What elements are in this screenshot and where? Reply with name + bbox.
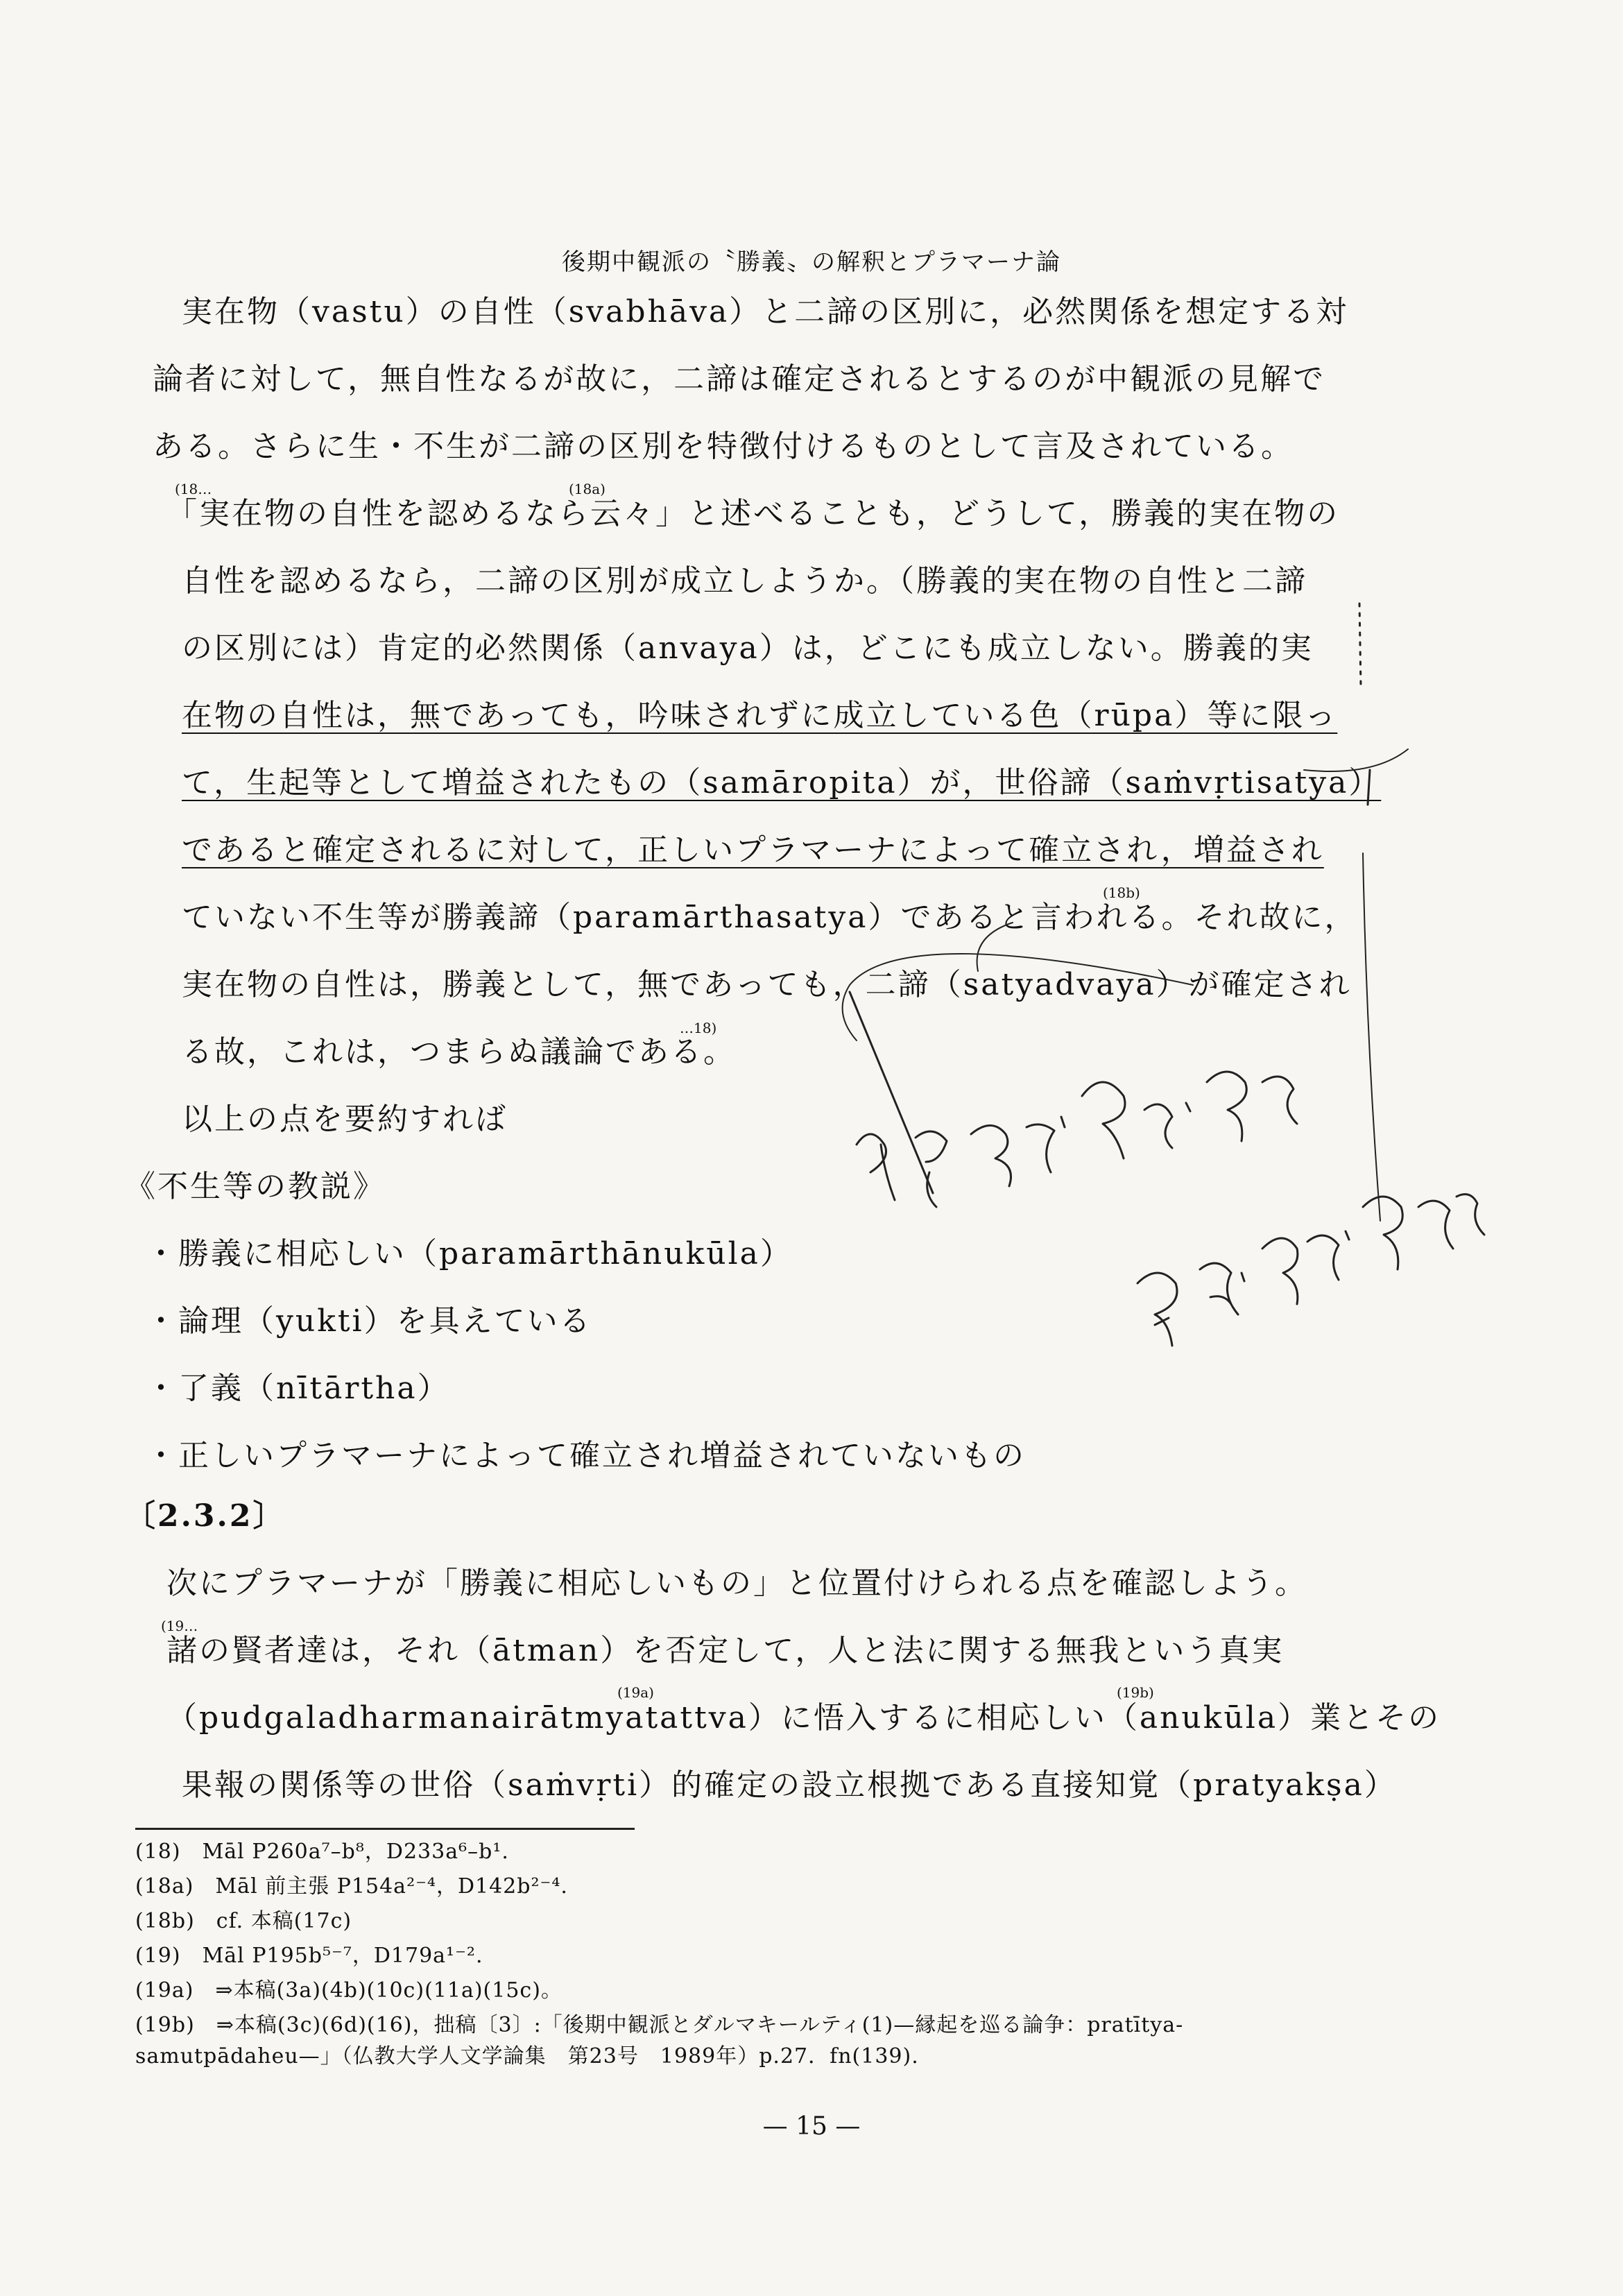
body-line-20: 次にプラマーナが「勝義に相応しいもの」と位置付けられる点を確認しよう。 [166, 1566, 1307, 1601]
body-line-5: 自性を認めるなら，二諦の区別が成立しようか。（勝義的実在物の自性と二諦 [182, 563, 1307, 599]
summary-item-3: ・了義（nītārtha） [146, 1371, 450, 1406]
ref-marker-18-end: …18) [680, 1020, 717, 1036]
body-line-8: て，生起等として増益されたもの（samāropita）が，世俗諦（saṁvṛtisatya） [182, 765, 1382, 800]
body-line-2: 論者に対して，無自性なるが故に，二諦は確定されるとするのが中観派の見解で [153, 361, 1326, 397]
ref-marker-19a: (19a) [617, 1684, 654, 1701]
summary-item-1: ・勝義に相応しい（paramārthānukūla） [146, 1236, 793, 1271]
body-line-9: であると確定されるに対して，正しいプラマーナによって確立され，増益され [182, 832, 1324, 868]
ref-marker-19b: (19b) [1117, 1684, 1154, 1701]
footnote-18a: (18a) Māl 前主張 P154a²⁻⁴，D142b²⁻⁴. [135, 1874, 568, 1899]
body-line-10: ていない不生等が勝義諦（paramārthasatya）であると言われる。それ故に， [182, 900, 1357, 935]
body-line-7: 在物の自性は，無であっても，吟味されずに成立している色（rūpa）等に限っ [182, 698, 1338, 733]
summary-heading: 《不生等の教説》 [125, 1169, 386, 1204]
ref-marker-19-start: (19… [161, 1618, 198, 1634]
footnote-19a: (19a) ⇒本稿(3a)(4b)(10c)(11a)(15c)。 [135, 1978, 563, 2003]
ref-marker-18a: (18a) [569, 481, 606, 497]
running-header: 後期中観派の〝勝義〟の解釈とプラマーナ論 [562, 248, 1061, 276]
body-line-11: 実在物の自性は，勝義として，無であっても，二諦（satyadvaya）が確定され [182, 967, 1352, 1002]
body-line-13: 以上の点を要約すれば [182, 1102, 508, 1137]
footnote-19b: (19b) ⇒本稿(3c)(6d)(16)，拙稿〔3〕:「後期中観派とダルマキールティ(1)—縁起を巡る論争：pratītya- [135, 2013, 1184, 2037]
body-line-1: 実在物（vastu）の自性（svabhāva）と二諦の区別に，必然関係を想定する対 [182, 294, 1349, 329]
body-line-3: ある。さらに生・不生が二諦の区別を特徴付けるものとして言及されている。 [153, 429, 1294, 464]
footnote-rule [135, 1828, 635, 1830]
footnote-18: (18) Māl P260a⁷–b⁸，D233a⁶–b¹. [135, 1840, 509, 1864]
body-line-23: 果報の関係等の世俗（saṁvṛti）的確定の設立根拠である直接知覚（pratyakṣa） [182, 1767, 1397, 1803]
ref-marker-18b: (18b) [1103, 884, 1140, 901]
summary-item-2: ・論理（yukti）を具えている [146, 1303, 592, 1339]
body-line-21: 諸の賢者達は，それ（ātman）を否定して，人と法に関する無我という真実 [166, 1633, 1285, 1668]
page-number: — 15 — [762, 2112, 861, 2141]
footnote-19: (19) Māl P195b⁵⁻⁷，D179a¹⁻². [135, 1944, 483, 1968]
footnote-19b-cont: samutpādaheu—」（仏教大学人文学論集 第23号 1989年）p.27．fn(139). [135, 2044, 919, 2068]
section-number: 〔2.3.2〕 [125, 1498, 286, 1534]
summary-item-4: ・正しいプラマーナによって確立され増益されていないもの [146, 1438, 1026, 1473]
body-line-4: 「実在物の自性を認めるなら云々」と述べることも，どうして，勝義的実在物の [166, 496, 1340, 531]
footnote-18b: (18b) cf. 本稿(17c) [135, 1909, 352, 1933]
body-line-6: の区別には）肯定的必然関係（anvaya）は，どこにも成立しない。勝義的実 [182, 631, 1314, 666]
ref-marker-18-start: (18… [175, 481, 212, 497]
body-line-22: （pudgaladharmanairātmyatattva）に悟入するに相応しい（anukūla）業とその [166, 1700, 1441, 1736]
body-line-12: る故，これは，つまらぬ議論である。 [182, 1034, 736, 1070]
